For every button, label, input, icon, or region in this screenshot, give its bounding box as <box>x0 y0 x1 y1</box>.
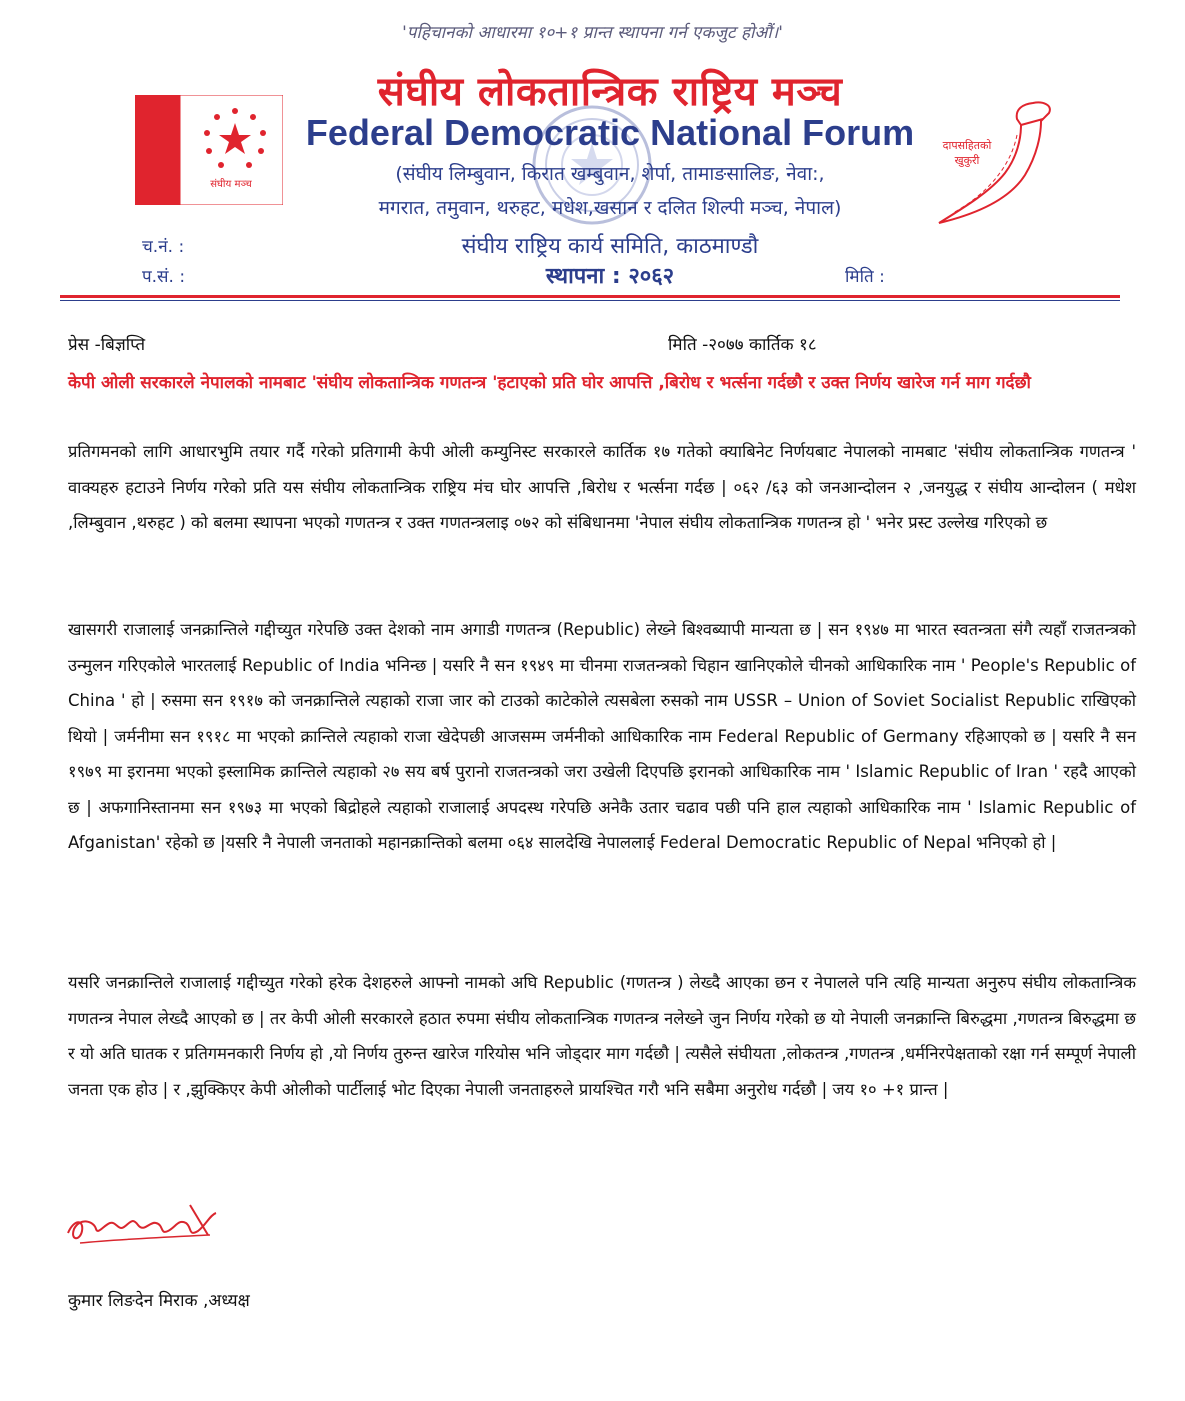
flag-caption: संघीय मञ्च <box>210 179 252 190</box>
slogan: 'पहिचानको आधारमा १०+१ प्रान्त स्थापना गर्न एकजुट होऔं।' <box>402 23 783 43</box>
reference-cn-label: च.नं. : <box>142 237 185 257</box>
body-paragraph-1: प्रतिगमनको लागि आधारभुमि तयार गर्दै गरेको प्रतिगामी केपी ओली कम्युनिस्ट सरकारले कार्तिक १७ गतेको क्याबिनेट निर्णयबाट नेपालको नामबाट 'संघीय लोकतान्त्रिक गणतन्त्र ' वाक्यहरु हटाउने निर्णय गरेको प्रति यस संघीय लोकतान्त्रिक राष्ट्रिय मंच घोर आपत्ति ,बिरोध र भर्त्सना गर्दछ | ०६२ /६३ को जनआन्दोलन २ ,जनयुद्ध र संघीय आन्दोलन ( मधेश ,लिम्बुवान ,थरुहट ) को बलमा स्थापना भएको गणतन्त्र र उक्त गणतन्त्रलाइ ०७२ को संबिधानमा 'नेपाल संघीय लोकतान्त्रिक गणतन्त्र हो ' भनेर प्रस्ट उल्लेख गरिएको छ <box>68 442 1136 532</box>
press-headline: केपी ओली सरकारले नेपालको नामबाट 'संघीय लोकतान्त्रिक गणतन्त्र 'हटाएको प्रति घोर आपत्ति ,बिरोध र भर्त्सना गर्दछौ र उक्त निर्णय खारेज गर्न माग गर्दछौ <box>68 373 1031 393</box>
org-title-nepali: संघीय लोकतान्त्रिक राष्ट्रिय मञ्च <box>377 69 843 115</box>
established-year: स्थापना : २०६२ <box>545 264 675 289</box>
body-paragraph-3: यसरि जनक्रान्तिले राजालाई गद्दीच्युत गरेको हरेक देशहरुले आफ्नो नामको अघि Republic (गणतन्त्र ) लेख्दै आएका छन र नेपालले पनि त्यहि मान्यता अनुरुप संघीय लोकतान्त्रिक गणतन्त्र नेपाल लेख्दै आएको छ | तर केपी ओली सरकारले हठात रुपमा संघीय लोकतान्त्रिक गणतन्त्र नलेख्ने जुन निर्णय गरेको छ यो नेपाली जनक्रान्ति बिरुद्धमा ,गणतन्त्र बिरुद्धमा छ र यो अति घातक र प्रतिगमनकारी निर्णय हो ,यो निर्णय तुरुन्त खारेज गरियोस भनि जोड्दार माग गर्दछौ | त्यसैले संघीयता ,लोकतन्त्र ,गणतन्त्र ,धर्मनिरपेक्षताको रक्षा गर्न सम्पूर्ण नेपाली जनता एक होउ | र ,झुक्किएर केपी ओलीको पार्टीलाई भोट दिएका नेपाली जनताहरुले प्रायश्चित गरौ भनि सबैमा अनुरोध गर्दछौ | जय १० +१ प्रान्त | <box>68 973 1136 1099</box>
signatory-name: कुमार लिङदेन मिराक ,अध्यक्ष <box>68 1291 250 1311</box>
org-title-english: Federal Democratic National Forum <box>305 112 915 153</box>
press-release-date: मिति -२०७७ कार्तिक १८ <box>668 335 817 355</box>
handwritten-signature <box>60 1195 230 1255</box>
committee-name: संघीय राष्ट्रिय कार्य समिति, काठमाण्डौ <box>461 234 759 259</box>
header-divider-red <box>60 295 1120 298</box>
press-release-label: प्रेस -बिज्ञप्ति <box>68 335 146 355</box>
header-divider-blue <box>60 300 1120 301</box>
reference-ps-label: प.सं. : <box>142 267 186 287</box>
khukuri-caption: दापसहितको खुकुरी <box>942 139 992 167</box>
org-subtitle-line2: मगरात, तमुवान, थरुहट, मधेश,खसान र दलित शिल्पी मञ्च, नेपाल) <box>378 197 842 219</box>
letterhead-date-label: मिति : <box>845 267 885 287</box>
body-paragraph-2: खासगरी राजालाई जनक्रान्तिले गद्दीच्युत गरेपछि उक्त देशको नाम अगाडी गणतन्त्र (Republic) लेख्ने बिश्वब्यापी मान्यता छ | सन १९४७ मा भारत स्वतन्त्रता संगै त्यहाँ राजतन्त्रको उन्मुलन गरिएकोले भारतलाई Republic of India भनिन्छ | यसरि नै सन १९४९ मा चीनमा राजतन्त्रको चिहान खानिएकोले चीनको आधिकारिक नाम ' People's Republic of China ' हो | रुसमा सन १९१७ को जनक्रान्तिले त्यहाको राजा जार को टाउको काटेकोले त्यसबेला रुसको नाम USSR – Union of Soviet Socialist Republic राखिएको थियो | जर्मनीमा सन १९१८ मा भएको क्रान्तिले त्यहाको राजा खेदेपछी आजसम्म जर्मनीको आधिकारिक नाम Federal Republic of Germany रहिआएको छ | यसरि नै सन १९७९ मा इरानमा भएको इस्लामिक क्रान्तिले त्यहाको २७ सय बर्ष पुरानो राजतन्त्रको जरा उखेली दिएपछि इरानको आधिकारिक नाम ' Islamic Republic of Iran ' रहदै आएको छ | अफगानिस्तानमा सन १९७३ मा भएको बिद्रोहले त्यहाको राजालाई अपदस्थ गरेपछि अनेकै उतार चढाव पछी पनि हाल त्यहाको आधिकारिक नाम ' Islamic Republic of Afganistan' रहेको छ |यसरि नै नेपाली जनताको महानक्रान्तिको बलमा ०६४ सालदेखि नेपाललाई Federal Democratic Republic of Nepal भनिएको हो | <box>68 620 1136 852</box>
org-subtitle-line1: (संघीय लिम्बुवान, किरात खम्बुवान, शेर्पा, तामाङसालिङ, नेवा:, <box>395 163 825 185</box>
